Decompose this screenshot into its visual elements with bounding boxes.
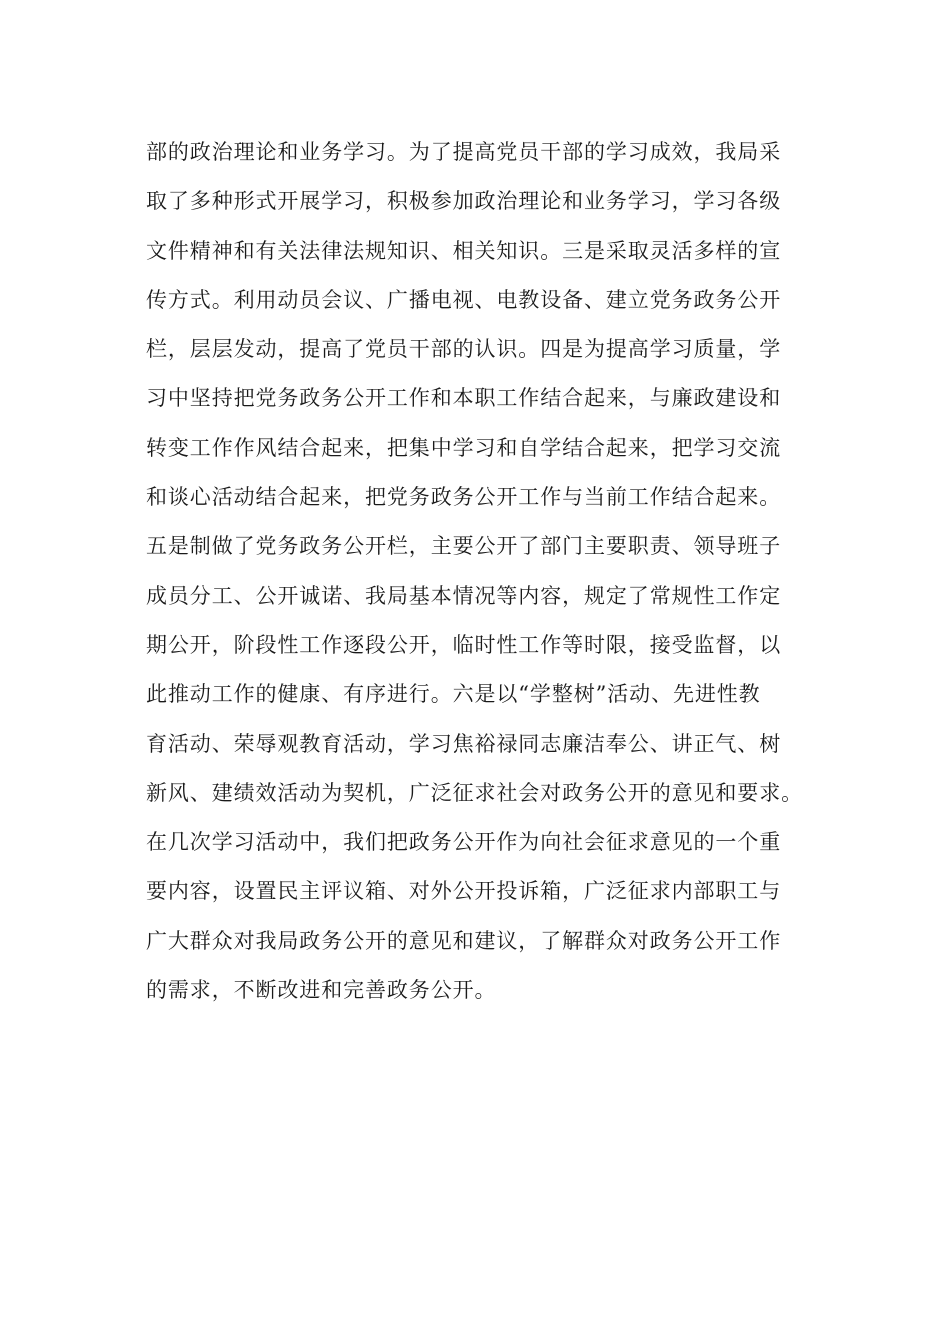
text-line: 和谈心活动结合起来，把党务政务公开工作与当前工作结合起来。 — [146, 485, 782, 510]
text-line: 要内容，设置民主评议箱、对外公开投诉箱，广泛征求内部职工与 — [146, 879, 782, 904]
text-line: 栏，层层发动，提高了党员干部的认识。四是为提高学习质量，学 — [146, 337, 782, 362]
text-line: 期公开，阶段性工作逐段公开，临时性工作等时限，接受监督，以 — [146, 632, 782, 657]
text-line: 的需求，不断改进和完善政务公开。 — [146, 978, 497, 1003]
text-line: 传方式。利用动员会议、广播电视、电教设备、建立党务政务公开 — [146, 287, 782, 312]
text-line: 部的政治理论和业务学习。为了提高党员干部的学习成效，我局采 — [146, 140, 782, 164]
text-line: 广大群众对我局政务公开的意见和建议，了解群众对政务公开工作 — [146, 928, 782, 953]
body-paragraph — [146, 132, 826, 1019]
text-line: 育活动、荣辱观教育活动，学习焦裕禄同志廉洁奉公、讲正气、树 — [146, 731, 782, 756]
text-line: 此推动工作的健康、有序进行。六是以“学整树”活动、先进性教 — [146, 682, 761, 707]
text-line: 习中坚持把党务政务公开工作和本职工作结合起来，与廉政建设和 — [146, 386, 782, 411]
text-line: 成员分工、公开诚诺、我局基本情况等内容，规定了常规性工作定 — [146, 583, 782, 608]
text-line: 在几次学习活动中，我们把政务公开作为向社会征求意见的一个重 — [146, 830, 782, 855]
text-line: 文件精神和有关法律法规知识、相关知识。三是采取灵活多样的宣 — [146, 238, 782, 263]
text-line: 取了多种形式开展学习，积极参加政治理论和业务学习，学习各级 — [146, 189, 782, 214]
text-line: 转变工作作风结合起来，把集中学习和自学结合起来，把学习交流 — [146, 435, 782, 460]
text-line: 新风、建绩效活动为契机，广泛征求社会对政务公开的意见和要求。 — [146, 780, 803, 805]
text-line: 五是制做了党务政务公开栏，主要公开了部门主要职责、领导班子 — [146, 534, 782, 559]
